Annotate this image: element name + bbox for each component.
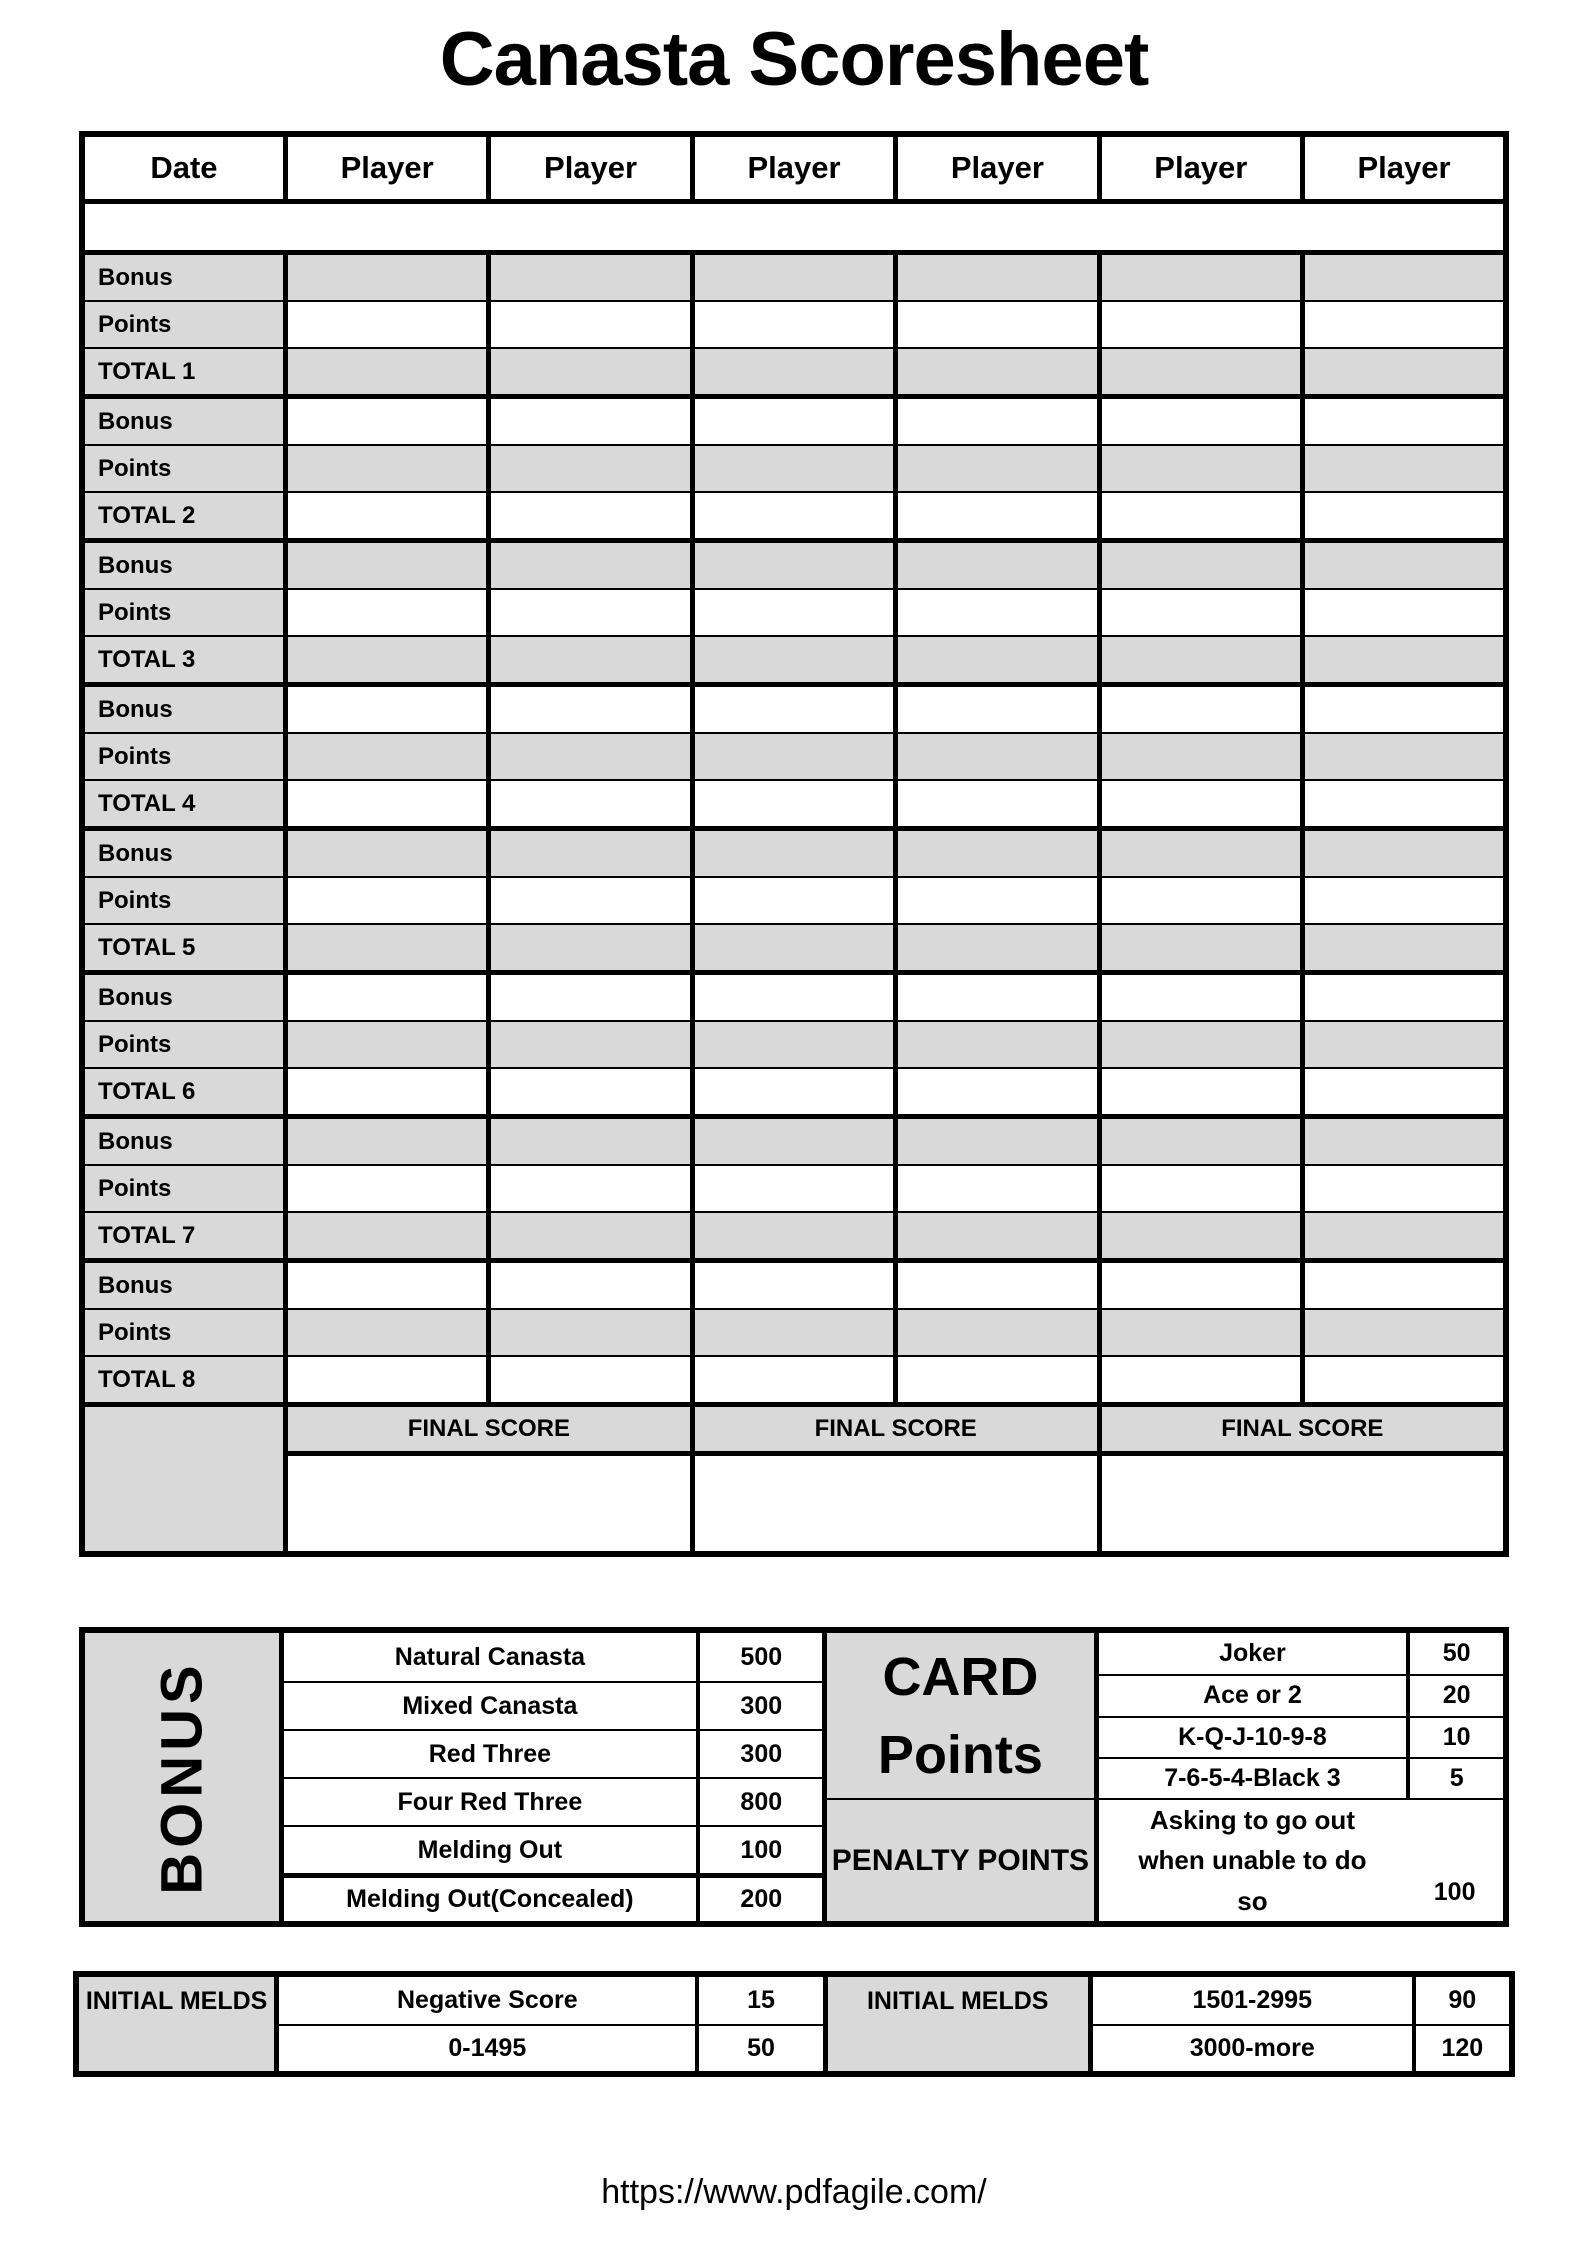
score-cell[interactable]	[896, 877, 1099, 924]
score-cell[interactable]	[896, 1117, 1099, 1166]
card-point-name: Joker	[1094, 1633, 1407, 1674]
entry-row-cell[interactable]	[82, 202, 1506, 253]
score-cell[interactable]	[692, 733, 895, 780]
score-cell[interactable]	[489, 733, 692, 780]
score-cell[interactable]	[285, 973, 488, 1022]
row-label: TOTAL 1	[82, 348, 285, 397]
score-cell[interactable]	[1099, 253, 1302, 302]
score-row	[82, 253, 1506, 302]
score-cell[interactable]	[896, 1021, 1099, 1068]
card-point-value: 5	[1406, 1757, 1503, 1798]
score-cell[interactable]	[896, 1165, 1099, 1212]
score-cell[interactable]	[489, 924, 692, 973]
row-label: TOTAL 6	[82, 1068, 285, 1117]
final-score-cell[interactable]	[285, 1454, 692, 1555]
meld-item-name: Negative Score	[279, 1977, 695, 2024]
score-cell[interactable]	[285, 924, 488, 973]
score-cell[interactable]	[1099, 733, 1302, 780]
card-point-name: Ace or 2	[1094, 1674, 1407, 1715]
score-cell[interactable]	[692, 1117, 895, 1166]
score-cell[interactable]	[1099, 1165, 1302, 1212]
meld-item-name: 0-1495	[279, 2024, 695, 2071]
final-score-header: FINAL SCORE	[285, 1405, 692, 1454]
score-cell[interactable]	[489, 1309, 692, 1356]
score-cell[interactable]	[1303, 1212, 1506, 1261]
score-cell[interactable]	[489, 1021, 692, 1068]
penalty-item-value: 100	[1406, 1798, 1503, 1921]
footer-link[interactable]: https://www.pdfagile.com/	[601, 2173, 987, 2211]
row-label: Bonus	[82, 1117, 285, 1166]
final-score-header-row	[82, 1405, 1506, 1454]
score-row	[82, 780, 1506, 829]
date-name-entry-row	[82, 202, 1506, 253]
row-label: Points	[82, 589, 285, 636]
score-cell[interactable]	[1303, 397, 1506, 446]
row-label: TOTAL 5	[82, 924, 285, 973]
score-cell[interactable]	[285, 877, 488, 924]
score-cell[interactable]	[285, 1212, 488, 1261]
score-cell[interactable]	[896, 253, 1099, 302]
penalty-points-label: PENALTY POINTS	[827, 1798, 1093, 1921]
score-row	[82, 492, 1506, 541]
page-title: Canasta Scoresheet	[439, 17, 1149, 102]
final-score-header: FINAL SCORE	[1099, 1405, 1506, 1454]
score-cell[interactable]	[692, 1021, 895, 1068]
card-point-value: 50	[1406, 1633, 1503, 1674]
score-cell[interactable]	[692, 780, 895, 829]
meld-item-value: 120	[1412, 2024, 1509, 2071]
bonus-item-value: 200	[696, 1873, 822, 1921]
score-cell[interactable]	[489, 301, 692, 348]
score-cell[interactable]	[692, 1356, 895, 1405]
initial-melds-label: INITIAL MELDS	[79, 1977, 279, 2071]
score-cell[interactable]	[1303, 1068, 1506, 1117]
footer	[0, 2173, 1588, 2212]
card-points-label	[827, 1633, 1093, 1798]
score-row	[82, 1261, 1506, 1310]
row-label: TOTAL 2	[82, 492, 285, 541]
score-row	[82, 1309, 1506, 1356]
row-label: Bonus	[82, 1261, 285, 1310]
score-cell[interactable]	[285, 780, 488, 829]
score-row	[82, 1068, 1506, 1117]
bonus-item-name: Four Red Three	[284, 1777, 697, 1825]
score-cell[interactable]	[285, 1309, 488, 1356]
score-cell[interactable]	[285, 1165, 488, 1212]
bonus-item-name: Melding Out(Concealed)	[284, 1873, 697, 1921]
row-label: TOTAL 7	[82, 1212, 285, 1261]
score-cell[interactable]	[1099, 1309, 1302, 1356]
row-label: Points	[82, 1021, 285, 1068]
card-point-value: 20	[1406, 1674, 1503, 1715]
score-cell[interactable]	[896, 685, 1099, 734]
initial-melds-items-right	[1093, 1977, 1509, 2071]
initial-melds-section	[73, 1971, 1515, 2077]
score-cell[interactable]	[896, 348, 1099, 397]
score-cell[interactable]	[896, 541, 1099, 590]
score-table	[79, 131, 1509, 1557]
score-cell[interactable]	[896, 1309, 1099, 1356]
score-cell[interactable]	[285, 445, 488, 492]
score-cell[interactable]	[1303, 685, 1506, 734]
row-label: TOTAL 4	[82, 780, 285, 829]
player-column-header: Player	[1303, 134, 1506, 202]
player-column-header: Player	[1099, 134, 1302, 202]
bonus-item-value: 300	[696, 1681, 822, 1729]
score-cell[interactable]	[1099, 1261, 1302, 1310]
score-cell[interactable]	[896, 1212, 1099, 1261]
score-cell[interactable]	[489, 1165, 692, 1212]
score-cell[interactable]	[489, 636, 692, 685]
bonus-vertical-label: BONUS	[149, 1659, 215, 1895]
score-cell[interactable]	[1303, 924, 1506, 973]
score-cell[interactable]	[692, 1068, 895, 1117]
bonus-item-name: Natural Canasta	[284, 1633, 697, 1681]
score-cell[interactable]	[489, 253, 692, 302]
score-cell[interactable]	[896, 780, 1099, 829]
score-cell[interactable]	[1303, 780, 1506, 829]
score-cell[interactable]	[692, 348, 895, 397]
row-label: Bonus	[82, 973, 285, 1022]
row-label: Points	[82, 1165, 285, 1212]
score-cell[interactable]	[1303, 253, 1506, 302]
score-cell[interactable]	[489, 492, 692, 541]
score-cell[interactable]	[692, 445, 895, 492]
score-cell[interactable]	[692, 1309, 895, 1356]
score-cell[interactable]	[285, 589, 488, 636]
score-cell[interactable]	[489, 541, 692, 590]
row-label: Points	[82, 1309, 285, 1356]
score-row	[82, 445, 1506, 492]
row-label: TOTAL 3	[82, 636, 285, 685]
row-label: Points	[82, 733, 285, 780]
score-cell[interactable]	[1099, 492, 1302, 541]
meld-item-value: 50	[695, 2024, 822, 2071]
row-label: Points	[82, 301, 285, 348]
player-column-header: Player	[489, 134, 692, 202]
score-cell[interactable]	[692, 253, 895, 302]
score-cell[interactable]	[1099, 829, 1302, 878]
score-cell[interactable]	[285, 397, 488, 446]
score-cell[interactable]	[896, 445, 1099, 492]
score-cell[interactable]	[1303, 445, 1506, 492]
penalty-item-name: Asking to go out when unable to do so	[1094, 1798, 1407, 1921]
score-cell[interactable]	[489, 780, 692, 829]
score-cell[interactable]	[896, 397, 1099, 446]
score-row	[82, 1356, 1506, 1405]
bonus-item-name: Melding Out	[284, 1825, 697, 1873]
score-cell[interactable]	[1303, 1356, 1506, 1405]
score-cell[interactable]	[692, 877, 895, 924]
bonus-item-name: Mixed Canasta	[284, 1681, 697, 1729]
score-cell[interactable]	[692, 636, 895, 685]
score-cell[interactable]	[1303, 973, 1506, 1022]
score-cell[interactable]	[896, 636, 1099, 685]
score-cell[interactable]	[896, 1356, 1099, 1405]
score-cell[interactable]	[1099, 1356, 1302, 1405]
initial-melds-items-left	[279, 1977, 822, 2071]
score-cell[interactable]	[489, 348, 692, 397]
bonus-item-value: 800	[696, 1777, 822, 1825]
score-cell[interactable]	[1099, 1212, 1302, 1261]
score-cell[interactable]	[489, 589, 692, 636]
score-cell[interactable]	[896, 301, 1099, 348]
score-cell[interactable]	[285, 492, 488, 541]
score-row	[82, 541, 1506, 590]
score-cell[interactable]	[285, 1356, 488, 1405]
row-label: Bonus	[82, 541, 285, 590]
final-score-cell[interactable]	[692, 1454, 1099, 1555]
bonus-item-value: 300	[696, 1729, 822, 1777]
score-cell[interactable]	[692, 492, 895, 541]
score-cell[interactable]	[692, 541, 895, 590]
score-cell[interactable]	[489, 1068, 692, 1117]
score-cell[interactable]	[1303, 541, 1506, 590]
meld-item-name: 1501-2995	[1093, 1977, 1412, 2024]
score-cell[interactable]	[692, 924, 895, 973]
score-cell[interactable]	[692, 397, 895, 446]
score-cell[interactable]	[1303, 1165, 1506, 1212]
bonus-section	[79, 1627, 1509, 1927]
score-row	[82, 829, 1506, 878]
score-cell[interactable]	[692, 829, 895, 878]
score-row	[82, 1212, 1506, 1261]
score-cell[interactable]	[1099, 445, 1302, 492]
score-table-header-row	[82, 134, 1506, 202]
score-cell[interactable]	[1099, 1117, 1302, 1166]
score-cell[interactable]	[489, 973, 692, 1022]
meld-item-name: 3000-more	[1093, 2024, 1412, 2071]
score-row	[82, 924, 1506, 973]
score-cell[interactable]	[1099, 1021, 1302, 1068]
score-cell[interactable]	[896, 973, 1099, 1022]
final-score-value-row	[82, 1454, 1506, 1555]
score-row	[82, 973, 1506, 1022]
row-label: Bonus	[82, 829, 285, 878]
score-cell[interactable]	[285, 1068, 488, 1117]
player-column-header: Player	[285, 134, 488, 202]
row-label: Points	[82, 877, 285, 924]
score-cell[interactable]	[489, 1117, 692, 1166]
card-points-area	[822, 1633, 1503, 1921]
score-cell[interactable]	[1099, 397, 1302, 446]
final-score-side-cell	[82, 1405, 285, 1555]
score-cell[interactable]	[896, 924, 1099, 973]
score-cell[interactable]	[285, 829, 488, 878]
score-cell[interactable]	[285, 541, 488, 590]
score-cell[interactable]	[692, 973, 895, 1022]
row-label: Bonus	[82, 685, 285, 734]
score-cell[interactable]	[489, 829, 692, 878]
meld-item-value: 90	[1412, 1977, 1509, 2024]
score-cell[interactable]	[1303, 733, 1506, 780]
bonus-item-name: Red Three	[284, 1729, 697, 1777]
card-point-value: 10	[1406, 1716, 1503, 1757]
score-cell[interactable]	[896, 589, 1099, 636]
score-cell[interactable]	[896, 733, 1099, 780]
score-cell[interactable]	[1303, 492, 1506, 541]
score-cell[interactable]	[1303, 1021, 1506, 1068]
score-cell[interactable]	[489, 1212, 692, 1261]
score-cell[interactable]	[1303, 348, 1506, 397]
score-cell[interactable]	[692, 685, 895, 734]
score-cell[interactable]	[1099, 973, 1302, 1022]
score-cell[interactable]	[285, 1117, 488, 1166]
score-cell[interactable]	[285, 253, 488, 302]
score-cell[interactable]	[489, 1261, 692, 1310]
score-row	[82, 636, 1506, 685]
score-cell[interactable]	[692, 589, 895, 636]
score-cell[interactable]	[1099, 1068, 1302, 1117]
score-row	[82, 589, 1506, 636]
card-points-label-line2: Points	[877, 1724, 1043, 1785]
bonus-item-value: 500	[696, 1633, 822, 1681]
score-cell[interactable]	[1099, 301, 1302, 348]
score-cell[interactable]	[1099, 877, 1302, 924]
player-column-header: Player	[692, 134, 895, 202]
score-cell[interactable]	[692, 301, 895, 348]
score-cell[interactable]	[285, 1021, 488, 1068]
score-row	[82, 1117, 1506, 1166]
score-cell[interactable]	[1099, 780, 1302, 829]
score-cell[interactable]	[1303, 829, 1506, 878]
score-cell[interactable]	[1099, 924, 1302, 973]
score-cell[interactable]	[489, 397, 692, 446]
score-cell[interactable]	[1099, 685, 1302, 734]
score-cell[interactable]	[489, 685, 692, 734]
score-row	[82, 685, 1506, 734]
score-cell[interactable]	[489, 877, 692, 924]
player-column-header: Player	[896, 134, 1099, 202]
date-column-header: Date	[82, 134, 285, 202]
score-cell[interactable]	[1303, 1261, 1506, 1310]
score-cell[interactable]	[489, 445, 692, 492]
score-cell[interactable]	[285, 733, 488, 780]
bonus-item-value: 100	[696, 1825, 822, 1873]
initial-melds-label: INITIAL MELDS	[823, 1977, 1093, 2071]
row-label: Bonus	[82, 397, 285, 446]
score-cell[interactable]	[1099, 541, 1302, 590]
score-cell[interactable]	[692, 1165, 895, 1212]
score-cell[interactable]	[1303, 877, 1506, 924]
card-points-label-line1: CARD	[882, 1646, 1039, 1707]
score-cell[interactable]	[1303, 301, 1506, 348]
card-point-name: K-Q-J-10-9-8	[1094, 1716, 1407, 1757]
score-cell[interactable]	[285, 685, 488, 734]
score-row	[82, 301, 1506, 348]
score-row	[82, 877, 1506, 924]
card-point-name: 7-6-5-4-Black 3	[1094, 1757, 1407, 1798]
score-cell[interactable]	[896, 1068, 1099, 1117]
score-cell[interactable]	[1303, 1117, 1506, 1166]
score-cell[interactable]	[1099, 636, 1302, 685]
row-label: Bonus	[82, 253, 285, 302]
score-cell[interactable]	[285, 348, 488, 397]
score-cell[interactable]	[1303, 589, 1506, 636]
bonus-items-grid	[284, 1633, 823, 1921]
score-cell[interactable]	[1303, 636, 1506, 685]
final-score-header: FINAL SCORE	[692, 1405, 1099, 1454]
score-row	[82, 1021, 1506, 1068]
score-cell[interactable]	[1099, 348, 1302, 397]
score-row	[82, 1165, 1506, 1212]
score-cell[interactable]	[896, 1261, 1099, 1310]
bonus-side-cell	[85, 1633, 284, 1921]
row-label: Points	[82, 445, 285, 492]
score-cell[interactable]	[285, 1261, 488, 1310]
score-cell[interactable]	[896, 829, 1099, 878]
row-label: TOTAL 8	[82, 1356, 285, 1405]
score-cell[interactable]	[1303, 1309, 1506, 1356]
score-cell[interactable]	[285, 301, 488, 348]
score-cell[interactable]	[285, 636, 488, 685]
score-row	[82, 733, 1506, 780]
final-score-cell[interactable]	[1099, 1454, 1506, 1555]
score-row	[82, 397, 1506, 446]
score-row	[82, 348, 1506, 397]
meld-item-value: 15	[695, 1977, 822, 2024]
score-cell[interactable]	[1099, 589, 1302, 636]
score-cell[interactable]	[692, 1261, 895, 1310]
score-cell[interactable]	[489, 1356, 692, 1405]
score-cell[interactable]	[692, 1212, 895, 1261]
score-cell[interactable]	[896, 492, 1099, 541]
